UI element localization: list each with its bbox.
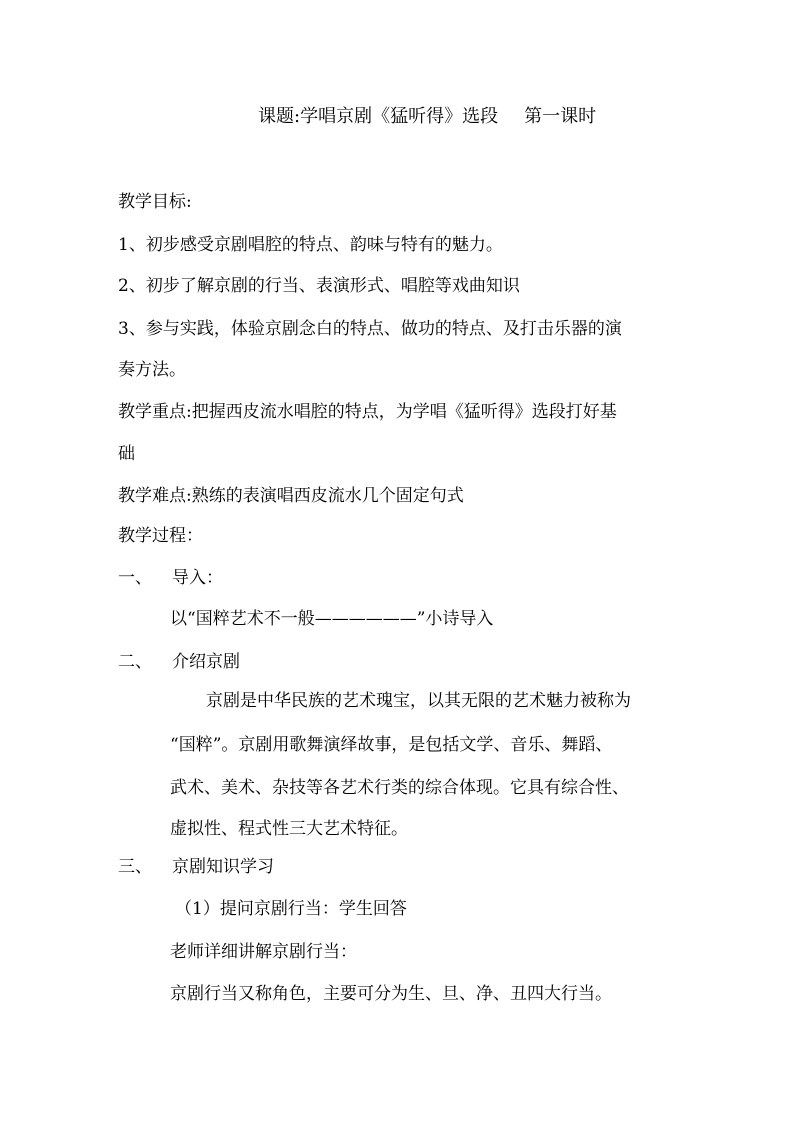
- section-number: 一、: [118, 568, 152, 588]
- section-line: 老师详细讲解京剧行当：: [170, 942, 357, 962]
- section-number: 二、: [118, 652, 152, 672]
- section-line: （1）提问京剧行当：学生回答: [175, 899, 407, 919]
- lesson-title-period: 第一课时: [524, 106, 597, 127]
- objective-2: 2、初步了解京剧的行当、表演形式、唱腔等戏曲知识: [118, 276, 520, 296]
- section-title: 介绍京剧: [172, 652, 240, 672]
- section-line: 京剧是中华民族的艺术瑰宝，以其无限的艺术魅力被称为: [206, 691, 631, 711]
- lesson-title-main: 课题:学唱京剧《猛听得》选段: [258, 106, 499, 127]
- objective-3-line-2: 奏方法。: [118, 360, 186, 380]
- objectives-heading: 教学目标:: [118, 192, 192, 212]
- section-number: 三、: [118, 857, 152, 877]
- section-line: 武术、美术、杂技等各艺术行类的综合体现。它具有综合性、: [170, 778, 629, 798]
- objective-3-line-1: 3、参与实践，体验京剧念白的特点、做功的特点、及打击乐器的演: [118, 319, 622, 339]
- section-title: 导入：: [172, 568, 223, 588]
- teaching-difficulty: 教学难点:熟练的表演唱西皮流水几个固定句式: [118, 486, 464, 506]
- process-heading: 教学过程：: [118, 526, 203, 546]
- key-point-line-1: 教学重点:把握西皮流水唱腔的特点，为学唱《猛听得》选段打好基: [118, 402, 617, 422]
- section-line: 虚拟性、程式性三大艺术特征。: [170, 819, 408, 839]
- objective-1: 1、初步感受京剧唱腔的特点、韵味与特有的魅力。: [118, 235, 503, 255]
- lesson-title: [258, 106, 596, 128]
- section-line: “国粹”。京剧用歌舞演绎故事，是包括文学、音乐、舞蹈、: [170, 735, 613, 755]
- section-line: 京剧行当又称角色，主要可分为生、旦、净、丑四大行当。: [170, 984, 612, 1004]
- section-title: 京剧知识学习: [172, 857, 274, 877]
- key-point-line-2: 础: [118, 444, 135, 464]
- section-line: 以“国粹艺术不一般——————”小诗导入: [170, 609, 494, 629]
